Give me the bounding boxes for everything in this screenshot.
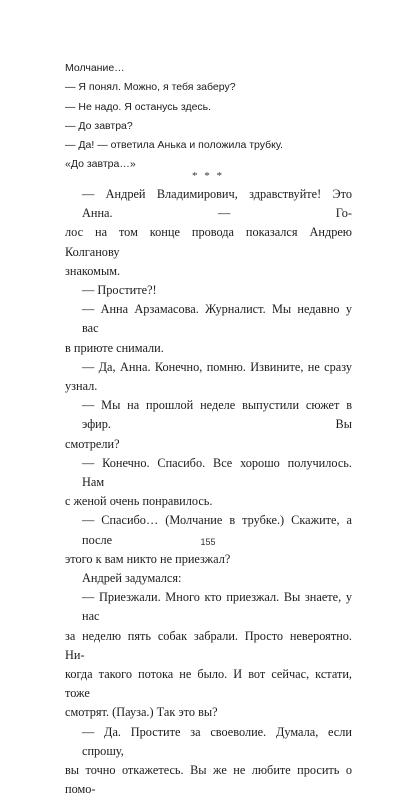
sms-line: — Я понял. Можно, я тебя заберу? — [65, 81, 236, 94]
text-line: смотрят. (Пауза.) Так это вы? — [65, 705, 218, 720]
text-line: — Простите?! — [82, 283, 157, 298]
text-line: — Да. Простите за своеволие. Думала, если спрошу, — [82, 724, 352, 758]
text-line: в приюте снимали. — [65, 340, 164, 355]
text-line: — Приезжали. Много кто приезжал. Вы знаете, у нас — [82, 590, 352, 624]
text-line: — Мы на прошлой неделе выпустили сюжет в эфир. Вы — [82, 398, 352, 432]
text-line: с женой очень понравилось. — [65, 494, 213, 509]
text-line: смотрели? — [65, 436, 120, 451]
sms-line: — Да! — ответила Анька и положила трубку. — [65, 139, 283, 152]
sms-line: Молчание… — [65, 62, 125, 74]
section-separator: * * * — [192, 170, 224, 182]
text-line: — Да, Анна. Конечно, помню. Извините, не сразу — [82, 359, 352, 374]
text-line: когда такого потока не было. И вот сейчас, кстати, тоже — [65, 667, 352, 701]
text-line: знакомым. — [65, 263, 121, 278]
page-number: 155 — [200, 537, 216, 547]
sms-line: «До завтра…» — [65, 158, 136, 171]
text-line: Андрей задумался: — [82, 571, 182, 586]
text-line: — Анна Арзамасова. Журналист. Мы недавно у вас — [82, 302, 352, 336]
text-line: — Андрей Владимирович, здравствуйте! Это Анна. — Го- — [82, 187, 352, 221]
sms-line: — До завтра? — [65, 119, 133, 132]
sms-exchange — [65, 59, 365, 175]
text-line: — Конечно. Спасибо. Все хорошо получилось. Нам — [82, 455, 352, 490]
text-line: узнал. — [65, 379, 98, 394]
sms-line: — Не надо. Я останусь здесь. — [65, 100, 212, 113]
text-line: лос на том конце провода показался Андрею Колганову — [65, 225, 352, 259]
dialogue-text — [65, 185, 352, 800]
text-line: этого к вам никто не приезжал? — [65, 551, 231, 566]
text-line: — Спасибо… (Молчание в трубке.) Скажите, а после — [82, 513, 352, 547]
text-line: вы точно откажетесь. Вы же не любите просить о помо- — [65, 763, 352, 797]
text-line: за неделю пять собак забрали. Просто невероятно. Ни- — [65, 628, 352, 662]
